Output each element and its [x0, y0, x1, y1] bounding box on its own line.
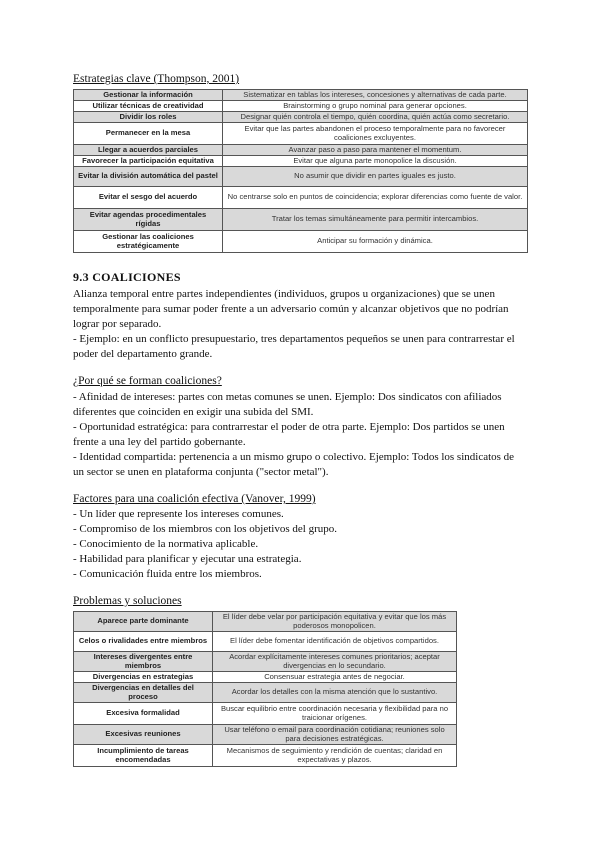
strategy-description: Tratar los temas simultáneamente para permitir intercambios.	[223, 209, 528, 231]
table-row	[74, 123, 528, 145]
problem-name: Divergencias en detalles del proceso	[74, 683, 213, 703]
definition-example: - Ejemplo: en un conflicto presupuestario, tres departamentos pequeños se unen para contrarrestar el poder del departamento grande.	[73, 333, 515, 360]
strategy-name: Evitar el sesgo del acuerdo	[74, 187, 223, 209]
table-row	[74, 112, 528, 123]
table-row	[74, 703, 457, 725]
why-list	[73, 390, 521, 480]
strategies-table	[73, 89, 528, 253]
problem-name: Celos o rivalidades entre miembros	[74, 632, 213, 652]
strategies-title: Estrategias clave (Thompson, 2001)	[73, 73, 240, 85]
strategy-description: Evitar que las partes abandonen el proceso temporalmente para no favorecer coaliciones excluyentes.	[223, 123, 528, 145]
strategy-description: Designar quién controla el tiempo, quién coordina, quién actúa como secretario.	[223, 112, 528, 123]
strategy-description: Evitar que alguna parte monopolice la discusión.	[223, 156, 528, 167]
strategy-name: Favorecer la participación equitativa	[74, 156, 223, 167]
table-row	[74, 145, 528, 156]
list-item: - Compromiso de los miembros con los objetivos del grupo.	[73, 523, 337, 535]
factors-list	[73, 507, 521, 582]
table-row	[74, 652, 457, 672]
problem-solution: El líder debe fomentar identificación de objetivos compartidos.	[213, 632, 457, 652]
problem-name: Excesiva formalidad	[74, 703, 213, 725]
strategy-name: Evitar agendas procedimentales rígidas	[74, 209, 223, 231]
table-row	[74, 187, 528, 209]
list-item: - Habilidad para planificar y ejecutar una estrategia.	[73, 553, 302, 565]
strategy-name: Llegar a acuerdos parciales	[74, 145, 223, 156]
table-row	[74, 683, 457, 703]
table-row	[74, 725, 457, 745]
table-row	[74, 745, 457, 767]
strategy-description: Sistematizar en tablas los intereses, concesiones y alternativas de cada parte.	[223, 90, 528, 101]
strategy-description: No centrarse solo en puntos de coincidencia; explorar diferencias como fuente de valor.	[223, 187, 528, 209]
problem-solution: Consensuar estrategia antes de negociar.	[213, 672, 457, 683]
strategy-name: Utilizar técnicas de creatividad	[74, 101, 223, 112]
problem-solution: Buscar equilibrio entre coordinación necesaria y flexibilidad para no traicionar orígenes.	[213, 703, 457, 725]
table-row	[74, 632, 457, 652]
strategy-name: Gestionar las coaliciones estratégicamente	[74, 231, 223, 253]
problem-solution: El líder debe velar por participación equitativa y evitar que los más poderosos monopolicen.	[213, 612, 457, 632]
strategy-name: Dividir los roles	[74, 112, 223, 123]
problems-title: Problemas y soluciones	[73, 595, 182, 607]
list-item: - Conocimiento de la normativa aplicable.	[73, 538, 259, 550]
strategy-name: Permanecer en la mesa	[74, 123, 223, 145]
list-item: - Afinidad de intereses: partes con metas comunes se unen. Ejemplo: Dos sindicatos con afiliados diferentes que coinciden en exigir una subida del SMI.	[73, 391, 502, 418]
list-item: - Oportunidad estratégica: para contrarrestar el poder de otra parte. Ejemplo: Dos partidos se unen frente a una ley del partido gobernante.	[73, 421, 505, 448]
strategy-name: Evitar la división automática del pastel	[74, 167, 223, 187]
problems-table	[73, 611, 457, 767]
table-row	[74, 672, 457, 683]
strategy-description: Brainstorming o grupo nominal para generar opciones.	[223, 101, 528, 112]
table-row	[74, 209, 528, 231]
table-row	[74, 231, 528, 253]
problem-solution: Usar teléfono o email para coordinación cotidiana; reuniones solo para decisiones estratégicas.	[213, 725, 457, 745]
strategy-description: Anticipar su formación y dinámica.	[223, 231, 528, 253]
strategy-description: Avanzar paso a paso para mantener el momentum.	[223, 145, 528, 156]
table-row	[74, 612, 457, 632]
table-row	[74, 90, 528, 101]
coalition-definition	[73, 287, 521, 362]
problem-name: Divergencias en estrategias	[74, 672, 213, 683]
problem-name: Intereses divergentes entre miembros	[74, 652, 213, 672]
table-row	[74, 156, 528, 167]
list-item: - Un líder que represente los intereses comunes.	[73, 508, 284, 520]
list-item: - Comunicación fluida entre los miembros.	[73, 568, 262, 580]
problem-solution: Acordar explícitamente intereses comunes prioritarios; aceptar divergencias en lo secundario.	[213, 652, 457, 672]
table-row	[74, 167, 528, 187]
problem-name: Excesivas reuniones	[74, 725, 213, 745]
section-heading: 9.3 COALICIONES	[73, 270, 181, 284]
problem-name: Incumplimiento de tareas encomendadas	[74, 745, 213, 767]
definition-paragraph: Alianza temporal entre partes independientes (individuos, grupos u organizaciones) que se unen temporalmente para sumar poder frente a un adversario común y alcanzar objetivos que no podrían lograr por separado.	[73, 288, 509, 330]
problem-solution: Acordar los detalles con la misma atención que lo sustantivo.	[213, 683, 457, 703]
list-item: - Identidad compartida: pertenencia a un mismo grupo o colectivo. Ejemplo: Todos los sindicatos de un sector se unen en plataforma conjunta ("sector metal").	[73, 451, 515, 478]
problem-solution: Mecanismos de seguimiento y rendición de cuentas; claridad en expectativas y plazos.	[213, 745, 457, 767]
problem-name: Aparece parte dominante	[74, 612, 213, 632]
why-title: ¿Por qué se forman coaliciones?	[73, 375, 222, 387]
table-row	[74, 101, 528, 112]
factors-title: Factores para una coalición efectiva (Vanover, 1999)	[73, 493, 316, 505]
strategy-name: Gestionar la información	[74, 90, 223, 101]
strategy-description: No asumir que dividir en partes iguales es justo.	[223, 167, 528, 187]
